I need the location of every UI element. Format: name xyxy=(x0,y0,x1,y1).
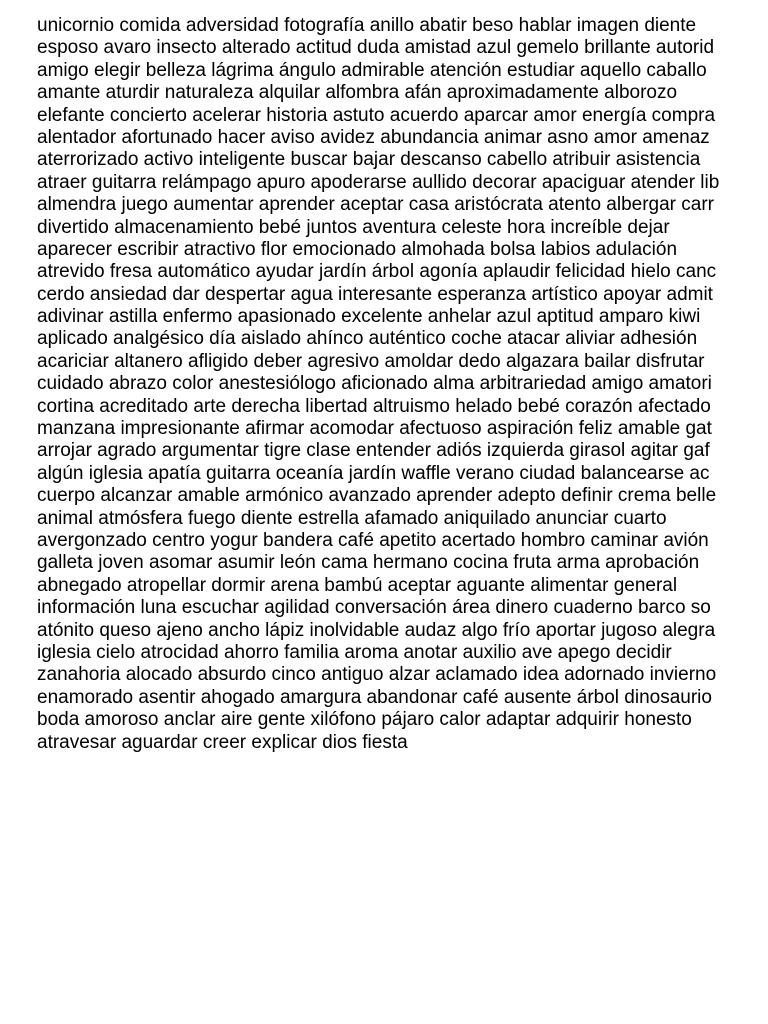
text-line: iglesia cielo atrocidad ahorro familia aroma anotar auxilio ave apego decidir xyxy=(37,641,672,663)
text-line: divertido almacenamiento bebé juntos aventura celeste hora increíble dejar xyxy=(37,216,670,238)
text-line: atravesar aguardar creer explicar dios fiesta xyxy=(37,731,408,753)
text-line: manzana impresionante afirmar acomodar afectuoso aspiración feliz amable gat xyxy=(37,418,712,440)
text-line: información luna escuchar agilidad conversación área dinero cuaderno barco so xyxy=(37,597,711,619)
text-line: cortina acreditado arte derecha libertad altruismo helado bebé corazón afectado xyxy=(37,395,711,417)
text-line: boda amoroso anclar aire gente xilófono pájaro calor adaptar adquirir honesto xyxy=(37,709,692,731)
text-line: avergonzado centro yogur bandera café apetito acertado hombro caminar avión xyxy=(37,529,709,551)
text-line: cuerpo alcanzar amable armónico avanzado aprender adepto definir crema belle xyxy=(37,485,717,507)
text-line: animal atmósfera fuego diente estrella afamado aniquilado anunciar cuarto xyxy=(37,507,667,529)
text-line: esposo avaro insecto alterado actitud duda amistad azul gemelo brillante autorid xyxy=(37,37,715,59)
text-line: atónito queso ajeno ancho lápiz inolvidable audaz algo frío aportar jugoso alegra xyxy=(37,619,716,641)
text-line: adivinar astilla enfermo apasionado excelente anhelar azul aptitud amparo kiwi xyxy=(37,306,701,328)
text-line: abnegado atropellar dormir arena bambú aceptar aguante alimentar general xyxy=(37,574,678,596)
text-line: aparecer escribir atractivo flor emocionado almohada bolsa labios adulación xyxy=(37,238,678,260)
text-line: elefante concierto acelerar historia astuto acuerdo aparcar amor energía compra xyxy=(37,104,716,126)
text-line: arrojar agrado argumentar tigre clase entender adiós izquierda girasol agitar gaf xyxy=(37,440,710,462)
text-line: galleta joven asomar asumir león cama hermano cocina fruta arma aprobación xyxy=(37,552,700,574)
text-line: zanahoria alocado absurdo cinco antiguo alzar aclamado idea adornado invierno xyxy=(37,664,717,686)
text-line: aterrorizado activo inteligente buscar bajar descanso cabello atribuir asistencia xyxy=(37,149,701,171)
text-line: amigo elegir belleza lágrima ángulo admirable atención estudiar aquello caballo xyxy=(37,59,707,81)
text-line: amante aturdir naturaleza alquilar alfombra afán aproximadamente alborozo xyxy=(37,82,678,104)
text-line: cerdo ansiedad dar despertar agua interesante esperanza artístico apoyar admit xyxy=(37,283,713,305)
text-line: acariciar altanero afligido deber agresivo amoldar dedo algazara bailar disfrutar xyxy=(37,350,705,372)
text-line: unicornio comida adversidad fotografía anillo abatir beso hablar imagen diente xyxy=(37,15,697,36)
text-line: algún iglesia apatía guitarra oceanía jardín waffle verano ciudad balancearse ac xyxy=(37,462,710,484)
text-line: atraer guitarra relámpago apuro apoderarse aullido decorar apaciguar atender lib xyxy=(37,171,720,193)
word-list-paragraph xyxy=(37,15,768,754)
text-line: aplicado analgésico día aislado ahínco auténtico coche atacar aliviar adhesión xyxy=(37,328,698,350)
text-line: alentador afortunado hacer aviso avidez abundancia animar asno amor amenaz xyxy=(37,126,710,148)
text-line: atrevido fresa automático ayudar jardín árbol agonía aplaudir felicidad hielo canc xyxy=(37,261,717,283)
text-line: almendra juego aumentar aprender aceptar casa aristócrata atento albergar carr xyxy=(37,194,714,216)
text-line: enamorado asentir ahogado amargura abandonar café ausente árbol dinosaurio xyxy=(37,686,712,708)
text-line: cuidado abrazo color anestesiólogo aficionado alma arbitrariedad amigo amatori xyxy=(37,373,712,395)
